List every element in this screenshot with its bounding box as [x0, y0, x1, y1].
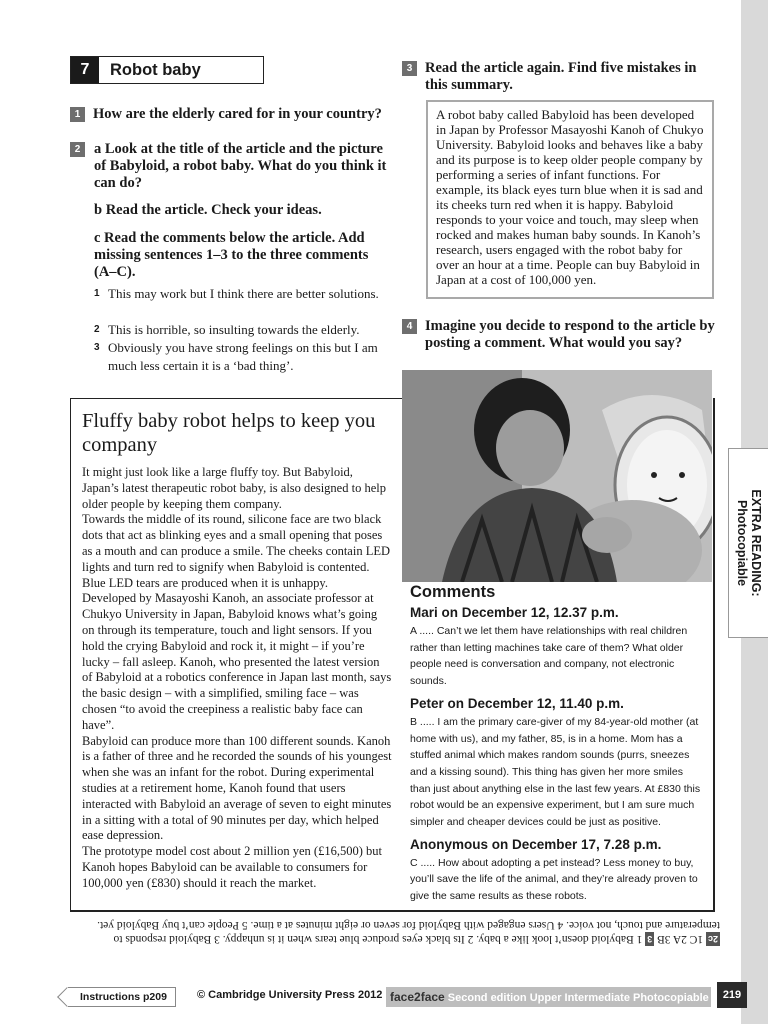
missing-sentence-2: 2 This is horrible, so insulting towards the elderly.	[94, 322, 360, 337]
upside-down-answer-key	[70, 918, 720, 946]
comments-section	[402, 582, 714, 911]
question-3-number: 3	[402, 61, 417, 76]
question-4-number: 4	[402, 319, 417, 334]
missing-sentence-3: 3 Obviously you have strong feelings on this but I am much less certain it is a ‘bad thing’.	[94, 340, 378, 373]
comment-author: Anonymous on December 17, 7.28 p.m.	[410, 836, 662, 852]
babyloid-photo-illustration	[402, 370, 712, 582]
copyright: © Cambridge University Press 2012	[197, 989, 383, 1001]
article-paragraph: Babyloid can produce more than 100 different sounds. Kanoh is a father of three and he recorded the sounds of his youngest when she was an infant for the robot. During experimental studies at a retirement home, Kanoh found that users interacted with Babyloid an average of seven to eight minutes in a sitting with a total of 90 minutes per day, which helped ease depression.	[82, 733, 392, 843]
brand-name: face2face	[390, 990, 445, 1004]
unit-header	[70, 56, 264, 84]
question-2a: a Look at the title of the article and the picture of Babyloid, a robot baby. What do you think it can do?	[94, 141, 387, 191]
comment-text: A ..... Can’t we let them have relationships with real children rather than letting machines take care of them? What older people need is conversation and company, not electronic sounds.	[410, 625, 688, 688]
page-number: 219	[717, 982, 747, 1008]
comment-author: Mari on December 12, 12.37 p.m.	[410, 605, 619, 620]
question-1-number: 1	[70, 107, 85, 122]
question-1-text: How are the elderly cared for in your country?	[93, 106, 382, 122]
comment-text: C ..... How about adopting a pet instead? Less money to buy, you’ll save the life of the animal, and they’re already proven to give the same results as these robots.	[410, 856, 698, 903]
question-2-number: 2	[70, 142, 85, 157]
comment-anonymous	[410, 837, 706, 905]
question-2b: b Read the article. Check your ideas.	[94, 202, 322, 218]
answer-2c: 1C 2A 3B	[657, 933, 704, 945]
summary-box: A robot baby called Babyloid has been developed in Japan by Professor Masayoshi Kanoh of Chukyo University. Babyloid looks and behaves like a baby and its purpose is to keep older people company by performing a series of infant functions. For example, its black eyes turn blue when it is sad and its cheeks turn red when it is happy. Babyloid responds to your voice and touch, may sleep when rocked and makes human baby sounds. In Kanoh’s research, users engaged with the robot baby for over an hour at a time. People can buy Babyloid in Japan at a cost of 100,000 yen.	[426, 100, 714, 299]
comment-text: B ..... I am the primary care-giver of my 84-year-old mother (at home with us), and my father, 85, is in a home. Mom has a stuffed animal which makes random sounds (purrs, sneezes and a kissing sound). This thing has given her more smiles than just about anything else in the last few years. At £830 this robot would be an expensive experiment, but I am sure much simpler and cheaper devices could be just as positive.	[410, 715, 701, 829]
question-2c: c Read the comments below the article. Add missing sentences 1–3 to the three comments (A–C).	[94, 230, 369, 280]
article-body	[82, 465, 392, 892]
level: Upper Intermediate Photocopiable	[529, 992, 709, 1004]
answer-label-3: 3	[647, 934, 653, 944]
article-frame-bottom	[70, 910, 715, 912]
extra-reading-tab-label: EXTRA READING: Photocopiable	[734, 489, 763, 597]
answer-3: 1 Babyloid doesn’t look like a baby. 2 Its black eyes produce blue tears when it is unhappy. 3 Babyloid responds to temperature and touch, not voice. 4 Users engaged with Babyloid for seven or eight minutes at a time. 5 People can’t buy Babyloid yet.	[97, 919, 720, 945]
article-paragraph: Towards the middle of its round, silicone face are two black dots that act as blinking eyes and a small opening that poses as a mouth and can produce a smile. The cheeks contain LED lights and turn red to signify when Babyloid is contented. Blue LED tears are produced when it is unhappy.	[82, 512, 390, 590]
edition: Second edition	[447, 992, 527, 1004]
extra-reading-tab	[728, 448, 768, 638]
babyloid-photo	[402, 370, 712, 582]
question-4	[402, 318, 722, 352]
question-3	[402, 60, 722, 94]
comment-author: Peter on December 12, 11.40 p.m.	[410, 695, 624, 711]
article-paragraph: It might just look like a large fluffy toy. But Babyloid, Japan’s latest therapeutic robot baby, is also designed to help older people by keeping them company.	[82, 465, 386, 511]
question-4-text: Imagine you decide to respond to the article by posting a comment. What would you say?	[425, 318, 715, 351]
article-paragraph: Developed by Masayoshi Kanoh, an associate professor at Chukyo University in Japan, Babyloid knows what’s going on through its temperature, touch and light sensors. If you hold the crying Babyloid and rock it, it might – if you’re lucky – fall asleep. Kanoh, who presented the latest version of Babyloid at a robotics conference in Japan last month, says the basic design – with a simplified, smiling face – was chosen “to avoid the creepiness a realistic baby face can have”.	[82, 591, 392, 732]
comment-mari	[410, 605, 706, 690]
question-2-marker	[70, 141, 90, 158]
article-frame-right	[713, 398, 715, 911]
footer-band	[386, 987, 711, 1007]
missing-sentence-1: 1 This may work but I think there are better solutions.	[94, 286, 379, 301]
unit-number: 7	[71, 57, 99, 83]
question-3-text: Read the article again. Find five mistakes in this summary.	[425, 60, 697, 93]
answer-label-2c: 2c	[707, 934, 718, 944]
article-paragraph: The prototype model cost about 2 million yen (£16,500) but Kanoh hopes Babyloid can be available to consumers for 100,000 yen (£830) should it reach the market.	[82, 844, 382, 890]
article-box	[70, 398, 402, 911]
article-title: Fluffy baby robot helps to keep you company	[82, 410, 376, 456]
instructions-link[interactable]: Instructions p209	[68, 987, 176, 1007]
comments-heading: Comments	[410, 583, 496, 601]
unit-title: Robot baby	[110, 60, 201, 79]
comment-peter	[410, 696, 706, 831]
question-1	[70, 106, 390, 123]
